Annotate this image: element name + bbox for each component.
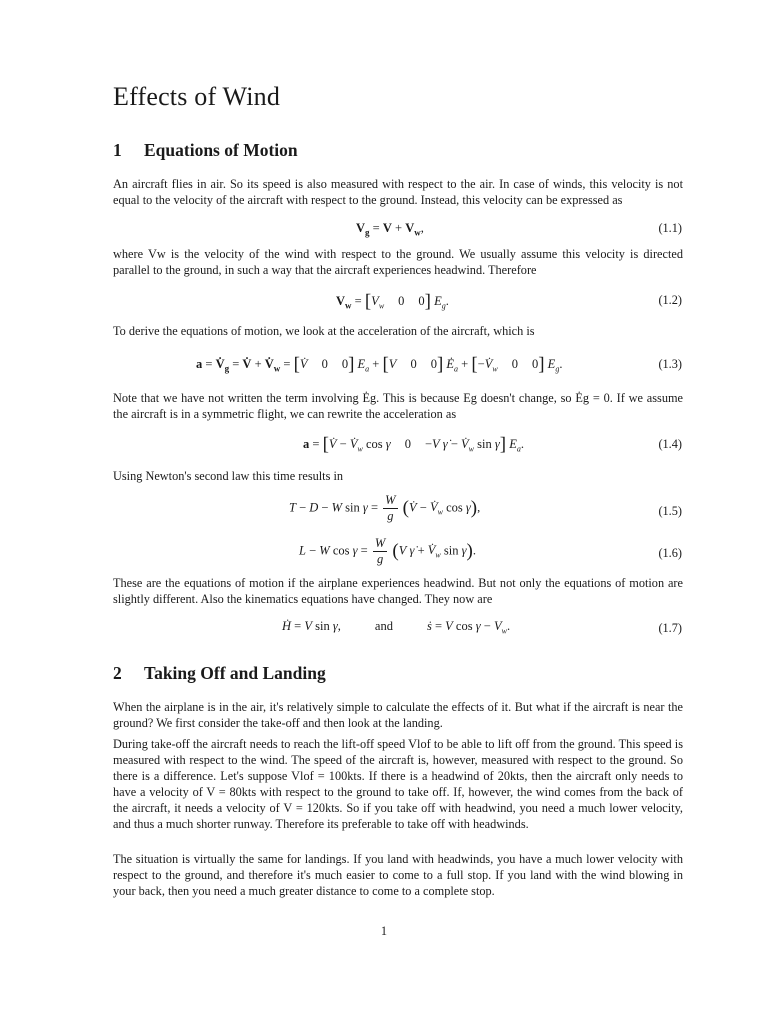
equation-number: (1.2) bbox=[658, 293, 682, 307]
equation-1-3: $a = V̇_g$ = V̇ + $V̇_w$ = [V̇ 0 0] $E_a + [V$ 0 0] $Ė_a$ + [$-V̇_w$ 0 0] $E_g$. bbox=[196, 354, 563, 375]
paragraph: When the airplane is in the air, it's relatively simple to calculate the effects of it. But what if the aircraft is near the ground? We first consider the take-off and then look at the landing. bbox=[113, 700, 683, 730]
and-word: and bbox=[374, 619, 393, 633]
paragraph: During take-off the aircraft needs to reach the lift-off speed Vlof to be able to lift off from the ground. This speed is measured with respect to the wind. The speed of the aircraft is, however, measured with respect to the ground. So there is a difference. Let's suppose Vlof = 100kts. If there is a headwind of 20kts, then the aircraft only needs to have a velocity of V = 80kts with respect to the ground to take off. If, however, the wind comes from the back of the aircraft, it needs a velocity of V = 120kts. So if you take off with headwind, you need a much lower velocity, and thus a much shorter runway. Therefore its preferable to take off with headwinds. bbox=[113, 737, 683, 831]
equation-number: (1.1) bbox=[658, 221, 682, 235]
page-number: 1 bbox=[380, 924, 388, 938]
section-number: 2 bbox=[113, 663, 122, 683]
equation-number: (1.7) bbox=[658, 621, 682, 635]
section-title: Equations of Motion bbox=[144, 140, 298, 160]
equation-1-1: $V_g = V + V_w$, bbox=[356, 221, 424, 238]
equation-number: (1.5) bbox=[658, 504, 682, 518]
equation-1-7: Ḣ = V sin γ, and ṡ = V $\cos \gamma - V_w$. bbox=[282, 619, 511, 636]
equation-1-4: a = [V̇ − $V̇_w$ cos γ 0 −V γ̇ − $V̇_w$ sin γ] $E_a$. bbox=[303, 434, 524, 455]
paragraph: Using Newton's second law this time results in bbox=[113, 469, 344, 483]
equation-1-5: T − D − W sin γ = $\frac{W}{g}$ (V̇ − $V̇_w$ cos γ), bbox=[289, 493, 481, 523]
page-title: Effects of Wind bbox=[113, 82, 281, 111]
equation-1-6: L − W cos γ = $\frac{W}{g}$ (V γ̇ + $V̇_w$ sin γ). bbox=[299, 536, 476, 566]
section-title: Taking Off and Landing bbox=[144, 663, 326, 683]
equation-number: (1.6) bbox=[658, 546, 682, 560]
paragraph: These are the equations of motion if the airplane experiences headwind. But not only the equations of motion are slightly different. Also the kinematics equations have changed. They now are bbox=[113, 576, 683, 606]
paragraph: Note that we have not written the term involving Ėg. This is because Eg doesn't change, so Ėg = 0. If we assume the aircraft is in a symmetric flight, we can rewrite the acceleration as bbox=[113, 391, 683, 421]
paragraph: The situation is virtually the same for landings. If you land with headwinds, you have a much lower velocity with respect to the ground, and therefore it's much easier to come to a full stop. If you land with the wind blowing in your back, then you need a much greater distance to come to a complete stop. bbox=[113, 852, 683, 898]
equation-number: (1.4) bbox=[658, 437, 682, 451]
paragraph: An aircraft flies in air. So its speed is also measured with respect to the air. In case of winds, this velocity is not equal to the velocity of the aircraft with respect to the ground. Instead, this velocity can be expressed as bbox=[113, 177, 683, 207]
section-heading bbox=[113, 140, 298, 161]
equation-1-2: $V_w = [V_w$ 0 0] $E_g$. bbox=[336, 291, 449, 312]
equation-number: (1.3) bbox=[658, 357, 682, 371]
section-number: 1 bbox=[113, 140, 122, 160]
paragraph: To derive the equations of motion, we look at the acceleration of the aircraft, which is bbox=[113, 324, 535, 338]
section-heading bbox=[113, 663, 326, 684]
paragraph: where Vw is the velocity of the wind with respect to the ground. We usually assume this velocity is directed parallel to the ground, in such a way that the aircraft experiences headwind. Therefore bbox=[113, 247, 683, 277]
